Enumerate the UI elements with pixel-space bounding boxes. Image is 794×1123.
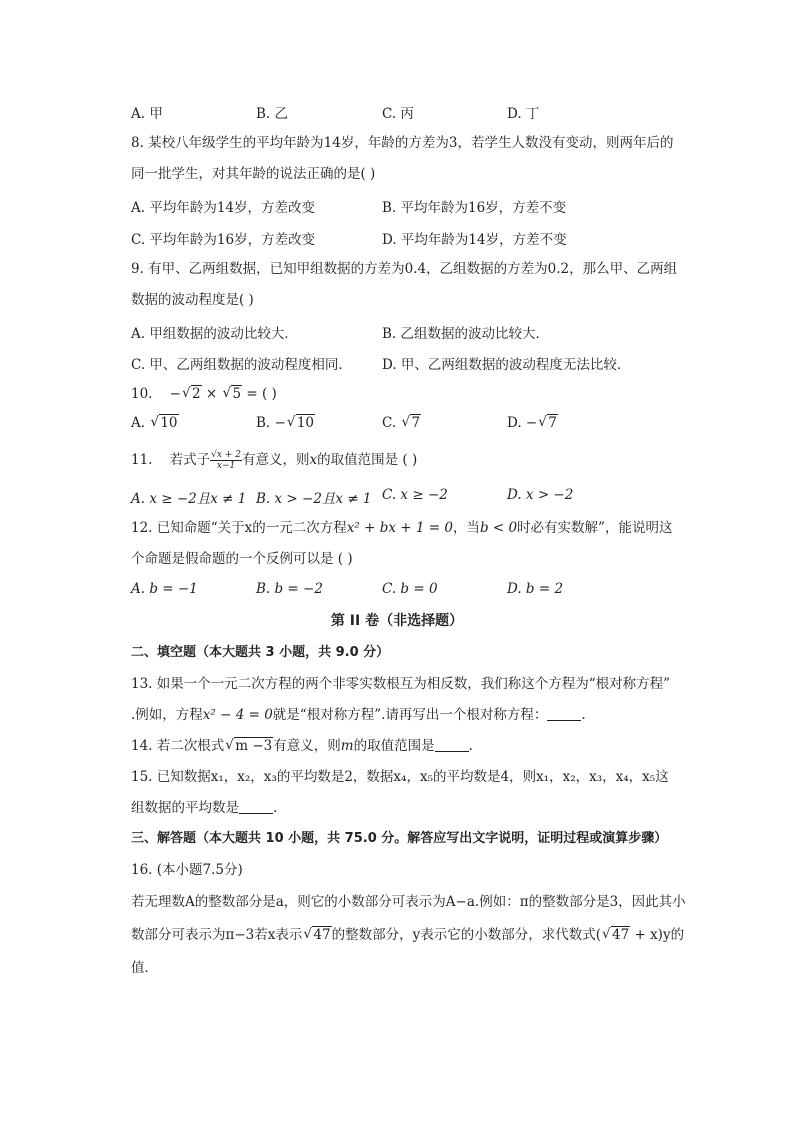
q8-option-d: D. 平均年龄为14岁，方差不变 [382,232,567,248]
q10-number: 10. [131,386,153,402]
q13-answer-blank[interactable] [547,706,581,721]
q11-option-a: A. x ≥ −2且x ≠ 1 [131,491,247,507]
q10-option-a: A. √ 10 [131,415,179,431]
q15-text-line2: 组数据的平均数是 . [131,800,278,816]
q7-option-a: A. 甲 [131,106,163,122]
q12-option-a: A. b = −1 [131,581,198,597]
q11-option-b: B. x > −2且x ≠ 1 [256,491,372,507]
q16-radical-1: √ 47 [303,925,331,945]
q8-option-c: C. 平均年龄为16岁，方差改变 [131,232,316,248]
q10-radical-2: √ 5 [222,384,242,404]
q10-equals-paren: = ( ) [246,386,277,402]
q8-option-a: A. 平均年龄为14岁，方差改变 [131,200,316,216]
q14-text: 14. 若二次根式√ m −3有意义，则m的取值范围是 . [131,736,473,756]
q9-option-d: D. 甲、乙两组数据的波动程度无法比较． [382,357,631,373]
section2-heading: 二、填空题（本大题共 3 小题，共 9.0 分） [131,645,390,660]
q10-option-d: D. −√ 7 [507,415,558,431]
q7-option-d: D. 丁 [507,106,540,122]
q10-option-b: B. −√ 10 [256,415,315,431]
q15-text-line1: 15. 已知数据x₁，x₂，x₃的平均数是2，数据x₄，x₅的平均数是4，则x₁，x₂，x₃，x₄，x₅这 [131,769,669,785]
q12-option-c: C. b = 0 [382,581,438,597]
q9-text-line2: 数据的波动程度是( ) [131,292,254,308]
q11-var: x [309,452,318,468]
q14-answer-blank[interactable] [435,737,469,752]
q10-times: × [205,386,218,402]
q13-text-line2: .例如，方程x² − 4 = 0就是“根对称方程”.请再写出一个根对称方程： . [131,707,586,723]
q12-condition: b < 0 [479,520,518,536]
q10-option-c: C. √ 7 [382,415,421,431]
q12-option-b: B. b = −2 [256,581,323,597]
q11-stem [131,450,417,474]
part2-title: 第 II 卷（非选择题） [330,613,464,629]
q10-stem [131,384,277,404]
q14-var: m [340,738,354,754]
q9-option-a: A. 甲组数据的波动比较大． [131,326,298,342]
q10-minus: − [169,386,181,402]
q12-option-d: D. b = 2 [507,581,564,597]
q13-equation: x² − 4 = 0 [202,707,273,723]
q11-pre-text: 若式子 [169,452,211,468]
q12-equation: x² + bx + 1 = 0 [346,520,453,536]
q8-text-line2: 同一批学生，对其年龄的说法正确的是( ) [131,166,376,182]
q13-text-line1: 13. 如果一个一元二次方程的两个非零实数根互为相反数，我们称这个方程为“根对称方程” [131,676,671,692]
q11-mid-text: 有意义，则 [241,452,310,468]
q16-text-line3: 值． [131,960,158,976]
q8-option-b: B. 平均年龄为16岁，方差不变 [382,200,567,216]
q15-answer-blank[interactable] [239,799,273,814]
q7-option-b: B. 乙 [256,106,289,122]
q7-option-c: C. 丙 [382,106,414,122]
q10-radical-1: √ 2 [182,384,202,404]
q11-fraction: $\frac{√x + 2}{x-1}$ [211,450,241,471]
q8-text-line1: 8. 某校八年级学生的平均年龄为14岁，年龄的方差为3，若学生人数没有变动，则两年后的 [131,135,674,151]
q16-radical-2: √ 47 [602,925,630,945]
q16-text-line2: 数部分可表示为π−3若x表示√ 47的整数部分，y表示它的小数部分，求代数式(√ 47 + x)y的 [131,925,684,945]
q11-post-text: 的取值范围是 ( ) [317,452,418,468]
q14-radical: √ m −3 [225,736,273,756]
q16-header: 16. (本小题7.5分) [131,862,243,878]
q16-text-line1: 若无理数A的整数部分是a，则它的小数部分可表示为A−a.例如：π的整数部分是3，因此其小 [131,894,686,910]
section3-heading: 三、解答题（本大题共 10 小题，共 75.0 分。解答应写出文字说明，证明过程或演算步骤） [131,831,668,846]
q9-option-b: B. 乙组数据的波动比较大． [382,326,550,342]
q11-option-c: C. x ≥ −2 [382,487,448,503]
q12-text-line2: 个命题是假命题的一个反例可以是 ( ) [131,551,353,567]
q9-option-c: C. 甲、乙两组数据的波动程度相同． [131,357,352,373]
q12-text-line1: 12. 已知命题“关于x的一元二次方程x² + bx + 1 = 0，当b < 0时必有实数解”，能说明这 [131,520,673,536]
q9-text-line1: 9. 有甲、乙两组数据，已知甲组数据的方差为0.4，乙组数据的方差为0.2，那么甲、乙两组 [131,261,678,277]
q11-option-d: D. x > −2 [507,487,574,503]
q11-number: 11. [131,452,153,468]
